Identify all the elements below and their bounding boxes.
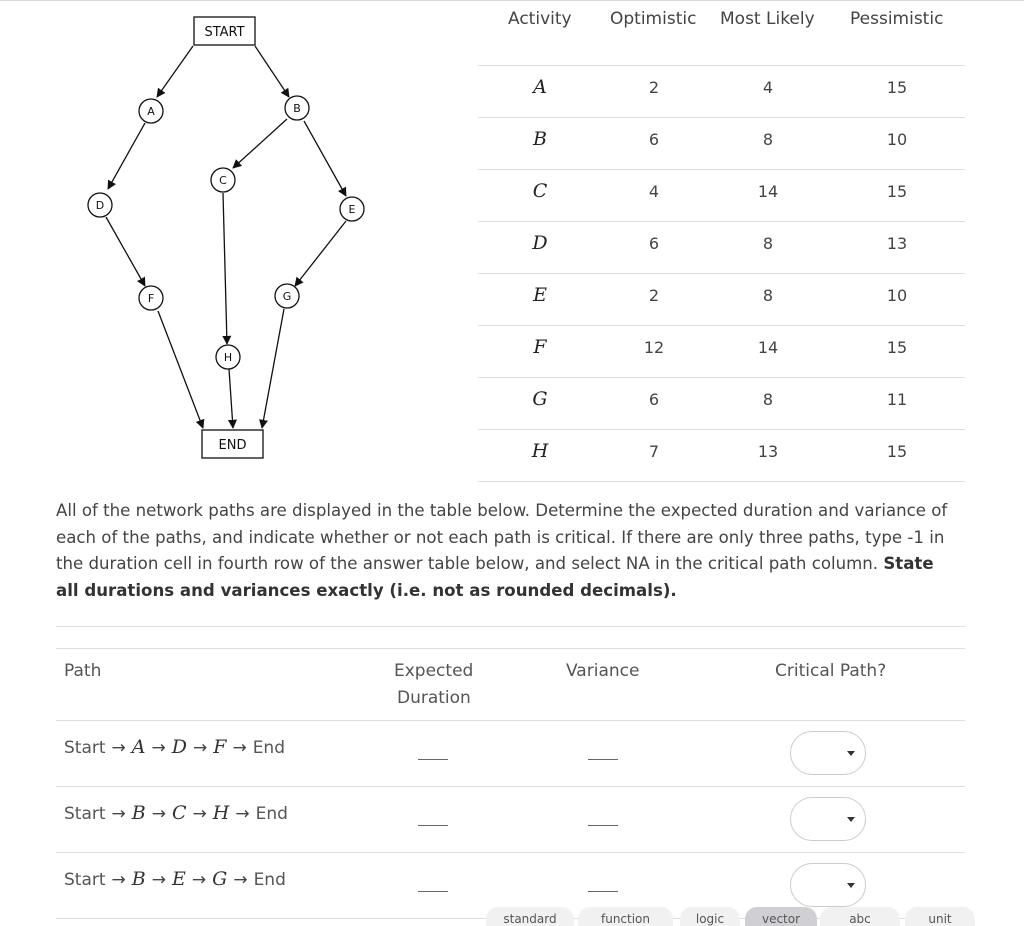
most-likely-value: 4 xyxy=(762,78,774,97)
edge-b-e xyxy=(304,121,346,196)
path-label xyxy=(64,868,286,890)
path-node: G xyxy=(212,868,228,890)
edge-b-c xyxy=(233,119,287,168)
keyboard-tab-function[interactable]: function xyxy=(578,907,673,926)
most-likely-value: 8 xyxy=(762,234,774,253)
right-arrow-icon: → xyxy=(151,870,166,890)
path-start: Start xyxy=(64,738,106,758)
optimistic-value: 2 xyxy=(648,78,660,97)
keyboard-tab-logic[interactable]: logic xyxy=(680,907,740,926)
node-label: C xyxy=(219,174,227,187)
activity-row xyxy=(478,274,965,326)
activity-name: G xyxy=(532,388,548,410)
optimistic-value: 12 xyxy=(643,338,665,357)
right-arrow-icon: → xyxy=(232,738,247,758)
variance-input[interactable] xyxy=(588,891,618,892)
header-variance: Variance xyxy=(566,661,640,681)
section-divider xyxy=(56,626,965,627)
path-node: F xyxy=(213,736,227,758)
instructions-bold: State all durations and variances exactly (i.e. not as rounded decimals). xyxy=(56,554,934,600)
edge-a-d xyxy=(108,123,145,189)
answer-table-header xyxy=(56,648,965,721)
activity-row xyxy=(478,222,965,274)
pessimistic-value: 10 xyxy=(886,130,908,149)
path-end: End xyxy=(255,804,288,824)
most-likely-value: 8 xyxy=(762,130,774,149)
edge-h-end xyxy=(229,369,233,428)
optimistic-value: 6 xyxy=(648,390,660,409)
node-d xyxy=(88,193,112,217)
activity-name: H xyxy=(531,440,549,462)
activity-table xyxy=(478,1,965,482)
pessimistic-value: 15 xyxy=(886,338,908,357)
instructions-text: All of the network paths are displayed in the table below. Determine the expected duration and variance of each of the paths, and indicate whether or not each path is critical. If there are only three paths, type -1 in the duration cell in fourth row of the answer table below, and select NA in the critical path column. xyxy=(56,501,948,573)
right-arrow-icon: → xyxy=(111,870,126,890)
most-likely-value: 14 xyxy=(757,338,779,357)
node-label: E xyxy=(348,203,356,216)
header-most-likely: Most Likely xyxy=(720,9,815,29)
most-likely-value: 8 xyxy=(762,286,774,305)
path-start: Start xyxy=(64,804,106,824)
activity-name: C xyxy=(532,180,548,202)
instructions xyxy=(56,498,956,604)
edge-start-b xyxy=(255,46,289,97)
answer-row xyxy=(56,787,965,853)
edge-c-h xyxy=(223,193,227,344)
pessimistic-value: 15 xyxy=(886,78,908,97)
keyboard-tab-abc[interactable]: abc xyxy=(820,907,900,926)
variance-input[interactable] xyxy=(588,759,618,760)
most-likely-value: 8 xyxy=(762,390,774,409)
node-b xyxy=(285,96,309,120)
right-arrow-icon: → xyxy=(111,738,126,758)
node-label: D xyxy=(95,199,105,212)
network-diagram xyxy=(0,1,470,471)
path-node: B xyxy=(131,802,146,824)
critical-path-select[interactable] xyxy=(790,797,866,841)
activity-name: D xyxy=(532,232,548,254)
path-label xyxy=(64,802,288,824)
optimistic-value: 6 xyxy=(648,234,660,253)
math-keyboard-tabs xyxy=(480,907,1024,926)
optimistic-value: 7 xyxy=(648,442,660,461)
activity-table-body xyxy=(478,66,965,482)
critical-path-select[interactable] xyxy=(790,863,866,907)
pessimistic-value: 10 xyxy=(886,286,908,305)
header-activity: Activity xyxy=(508,9,572,29)
variance-input[interactable] xyxy=(588,825,618,826)
header-critical: Critical Path? xyxy=(775,661,887,681)
node-label: B xyxy=(293,102,301,115)
path-start: Start xyxy=(64,870,106,890)
pessimistic-value: 15 xyxy=(886,182,908,201)
right-arrow-icon: → xyxy=(151,738,166,758)
activity-row xyxy=(478,430,965,482)
node-c xyxy=(211,168,235,192)
optimistic-value: 6 xyxy=(648,130,660,149)
optimistic-value: 2 xyxy=(648,286,660,305)
activity-row xyxy=(478,326,965,378)
right-arrow-icon: → xyxy=(191,870,207,890)
edge-d-f xyxy=(106,217,145,286)
node-h xyxy=(216,345,240,369)
edge-g-end xyxy=(262,309,284,428)
path-node: B xyxy=(131,868,146,890)
answer-table xyxy=(56,648,965,919)
activity-row xyxy=(478,378,965,430)
node-a xyxy=(139,99,163,123)
right-arrow-icon: → xyxy=(151,804,166,824)
node-f xyxy=(139,286,163,310)
header-optimistic: Optimistic xyxy=(610,9,697,29)
keyboard-tab-standard[interactable]: standard xyxy=(486,907,574,926)
pessimistic-value: 11 xyxy=(886,390,908,409)
activity-row xyxy=(478,170,965,222)
path-node: A xyxy=(131,736,146,758)
header-pessimistic: Pessimistic xyxy=(850,9,944,29)
chevron-down-icon xyxy=(847,883,855,888)
start-label: START xyxy=(204,25,245,40)
most-likely-value: 14 xyxy=(757,182,779,201)
node-label: F xyxy=(147,292,155,305)
path-end: End xyxy=(253,870,286,890)
activity-name: E xyxy=(533,284,547,306)
chevron-down-icon xyxy=(847,751,855,756)
optimistic-value: 4 xyxy=(648,182,660,201)
keyboard-tab-vector[interactable]: vector xyxy=(745,907,817,926)
right-arrow-icon: → xyxy=(233,870,248,890)
path-node: E xyxy=(172,868,186,890)
activity-name: B xyxy=(533,128,547,150)
activity-name: A xyxy=(533,76,547,98)
duration-input[interactable] xyxy=(418,825,448,826)
critical-path-select[interactable] xyxy=(790,731,866,775)
header-duration-line1: Expected xyxy=(394,661,474,681)
activity-row xyxy=(478,66,965,118)
node-label: H xyxy=(223,351,233,364)
right-arrow-icon: → xyxy=(192,804,207,824)
node-g xyxy=(275,284,299,308)
header-duration-line2: Duration xyxy=(397,688,471,708)
pessimistic-value: 15 xyxy=(886,442,908,461)
node-e xyxy=(340,197,364,221)
pessimistic-value: 13 xyxy=(886,234,908,253)
answer-table-body xyxy=(56,721,965,919)
path-node: D xyxy=(171,736,187,758)
end-label: END xyxy=(218,438,247,453)
path-node: H xyxy=(212,802,230,824)
path-node: C xyxy=(172,802,187,824)
keyboard-tab-unit[interactable]: unit xyxy=(905,907,975,926)
answer-row xyxy=(56,721,965,787)
most-likely-value: 13 xyxy=(757,442,779,461)
right-arrow-icon: → xyxy=(193,738,208,758)
path-end: End xyxy=(252,738,285,758)
edge-e-g xyxy=(295,221,346,286)
chevron-down-icon xyxy=(847,817,855,822)
header-path: Path xyxy=(64,661,102,681)
duration-input[interactable] xyxy=(418,759,448,760)
right-arrow-icon: → xyxy=(235,804,250,824)
node-label: A xyxy=(147,105,155,118)
node-label: G xyxy=(282,290,292,303)
edge-f-end xyxy=(158,311,203,428)
duration-input[interactable] xyxy=(418,891,448,892)
path-label xyxy=(64,736,285,758)
right-arrow-icon: → xyxy=(111,804,126,824)
activity-table-header xyxy=(478,1,965,66)
activity-name: F xyxy=(533,336,547,358)
activity-row xyxy=(478,118,965,170)
edge-start-a xyxy=(157,46,193,97)
